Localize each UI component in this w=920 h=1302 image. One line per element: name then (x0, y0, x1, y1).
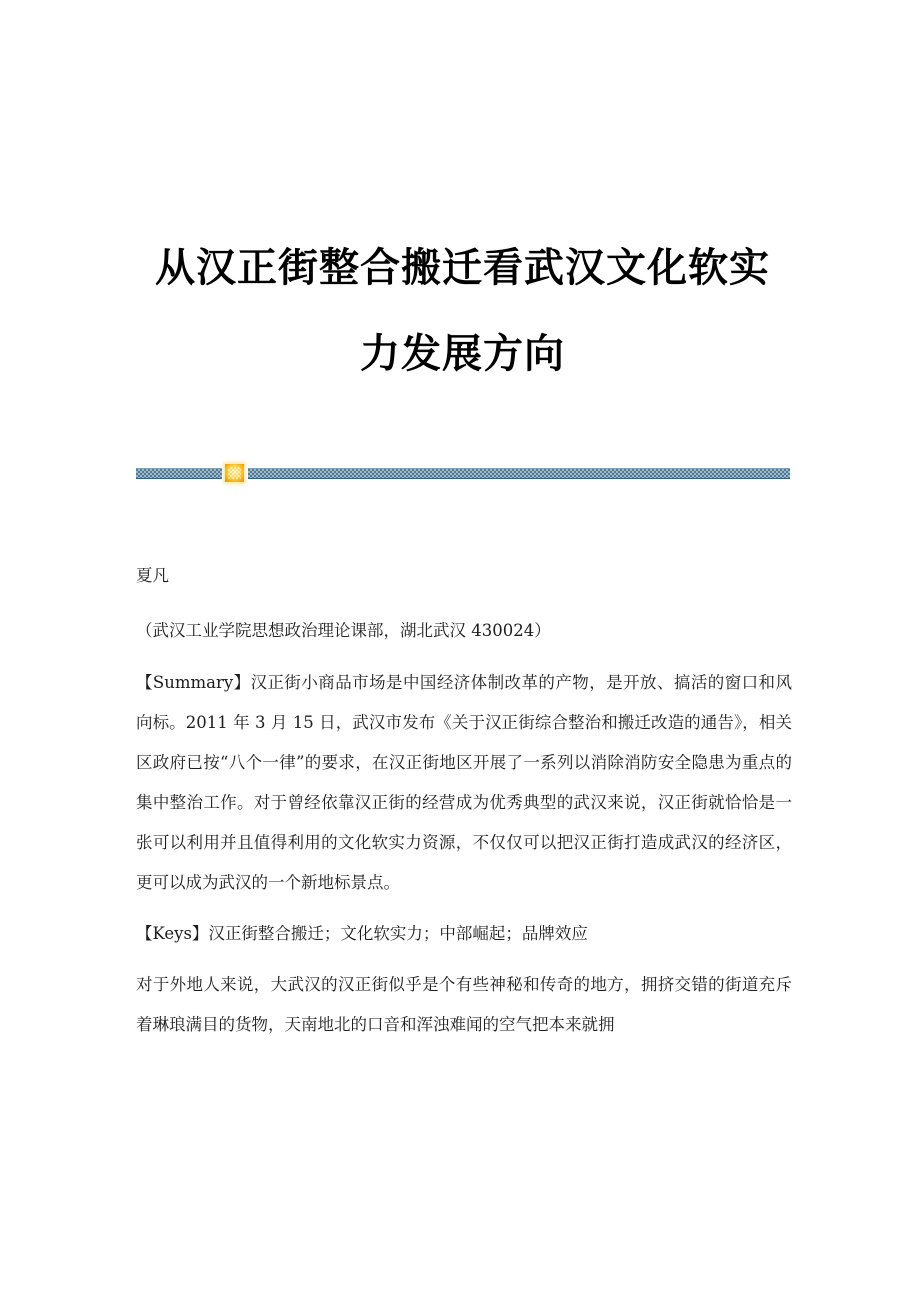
body-paragraph-1: 对于外地人来说，大武汉的汉正街似乎是个有些神秘和传奇的地方，拥挤交错的街道充斥着琳琅满目的货物，天南地北的口音和浑浊难闻的空气把本来就拥 (136, 975, 792, 1034)
decorative-divider (136, 462, 790, 484)
document-body (136, 556, 792, 1045)
author-name: 夏凡 (136, 566, 169, 585)
divider-bar-right (248, 468, 790, 479)
author-affiliation: （武汉工业学院思想政治理论课部，湖北武汉 430024） (136, 621, 551, 640)
page-title: 从汉正街整合搬迁看武汉文化软实力发展方向 (155, 244, 770, 377)
abstract-paragraph: 【Summary】汉正街小商品市场是中国经济体制改革的产物，是开放、搞活的窗口和风向标。2011 年 3 月 15 日，武汉市发布《关于汉正街综合整治和搬迁改造的通告》，相关区政府已按“八个一律”的要求，在汉正街地区开展了一系列以消除消防安全隐患为重点的集中整治工作。对于曾经依靠汉正街的经营成为优秀典型的武汉来说，汉正街就恰恰是一张可以利用并且值得利用的文化软实力资源，不仅仅可以把汉正街打造成武汉的经济区，更可以成为武汉的一个新地标景点。 (136, 673, 792, 892)
divider-bar-left (136, 468, 222, 479)
keywords-paragraph: 【Keys】汉正街整合搬迁；文化软实力；中部崛起；品牌效应 (136, 924, 588, 943)
gold-square-ornament-icon (225, 464, 244, 482)
